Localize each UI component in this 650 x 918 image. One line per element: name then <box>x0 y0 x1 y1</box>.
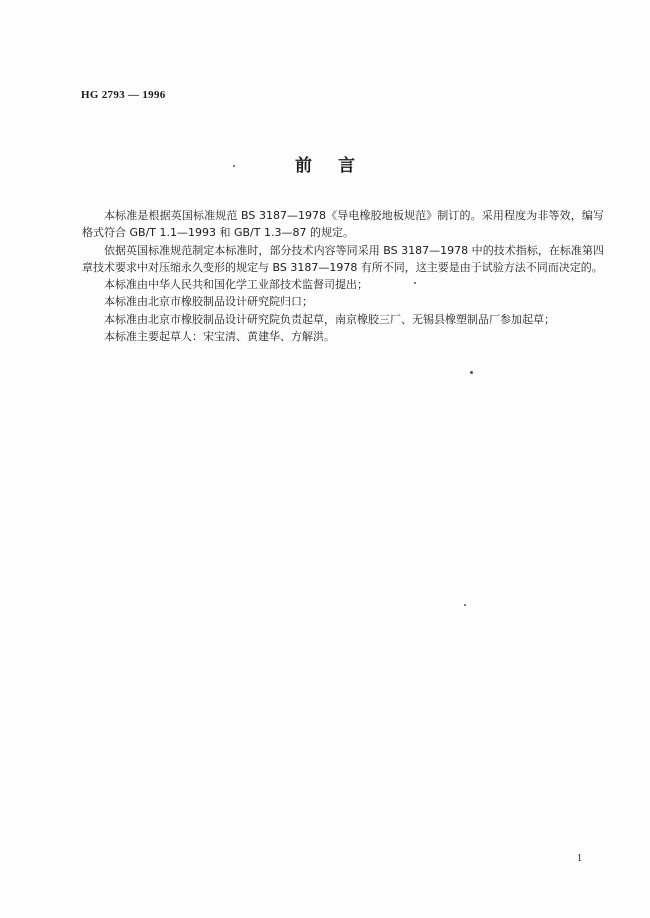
paragraph-administrator: 本标准由北京市橡胶制品设计研究院归口； <box>104 295 313 309</box>
scan-speck <box>233 165 235 167</box>
standard-code: HG 2793 — 1996 <box>81 89 166 101</box>
scan-speck <box>414 282 416 284</box>
paragraph-proposer: 本标准由中华人民共和国化学工业部技术监督司提出； <box>104 278 368 292</box>
paragraph-drafting-units: 本标准由北京市橡胶制品设计研究院负责起草，南京橡胶三厂、无锡县橡塑制品厂参加起草； <box>104 312 555 326</box>
paragraph-drafters: 本标准主要起草人：宋宝清、黄建华、方解洪。 <box>104 330 335 344</box>
scan-speck <box>464 604 466 606</box>
scan-speck <box>470 371 473 374</box>
preface-body <box>82 207 604 345</box>
page-title: 前言 <box>295 156 381 176</box>
paragraph-basis: 本标准是根据英国标准规范 BS 3187—1978《导电橡胶地板规范》制订的。采用程度为非等效，编写格式符合 GB/T 1.1—1993 和 GB/T 1.3—87 的规定。 <box>82 209 604 240</box>
paragraph-differences: 依据英国标准规范制定本标准时，部分技术内容等同采用 BS 3187—1978 中的技术指标，在标准第四章技术要求中对压缩永久变形的规定与 BS 3187—1978 有所不同，这主要是由于试验方法不同而决定的。 <box>82 243 604 274</box>
page-number: 1 <box>577 853 582 864</box>
